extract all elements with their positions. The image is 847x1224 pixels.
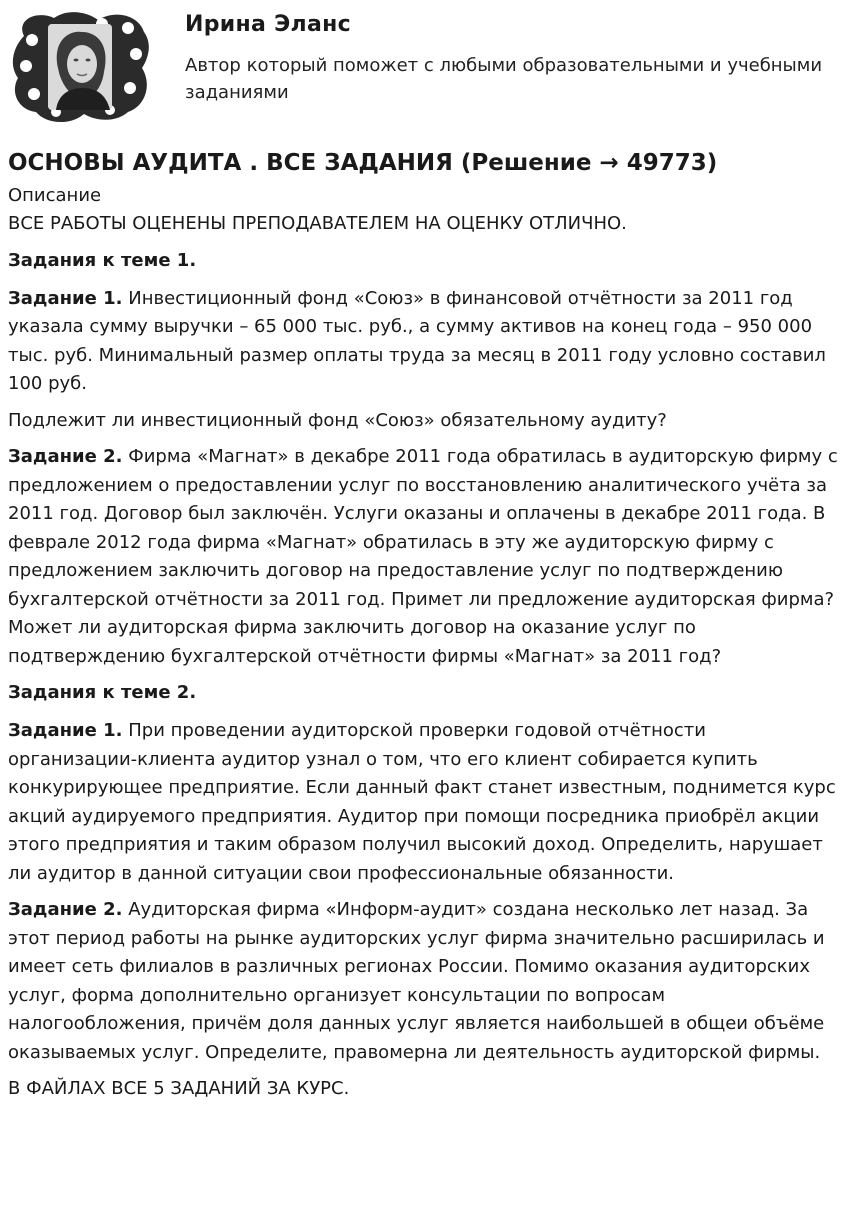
topic2-task2-text: Аудиторская фирма «Информ-аудит» создана несколько лет назад. За этот период работы на рынке аудиторских услуг фирма значительно расширилась и имеет сеть филиалов в различных регионах России. Помимо оказания аудиторских услуг, форма дополнительно организует консультации по вопросам налогообложения, причём доля данных услуг является наибольшей в общеи объёме оказываемых услуг. Определите, правомерна ли деятельность аудиторской фирмы. [8, 899, 825, 1063]
description-label: Описание [8, 185, 102, 206]
topic2-task1-text: При проведении аудиторской проверки годовой отчётности организации-клиента аудитор узнал о том, что его клиент собирается купить конкурирующее предприятие. Если данный факт станет известным, поднимется курс акций аудируемого предприятия. Аудитор при помощи посредника приобрёл акции этого предприятия и таким образом получил высокий доход. Определить, нарушает ли аудитор в данной ситуации свои профессиональные обязанности. [8, 720, 836, 884]
topic2-heading: Задания к теме 2. [8, 682, 197, 703]
topic1-task1-question: Подлежит ли инвестиционный фонд «Союз» обязательному аудиту? [8, 409, 667, 431]
avatar [6, 6, 154, 126]
topic1-task1-text: Инвестиционный фонд «Союз» в финансовой отчётности за 2011 год указала сумму выручки – 65 000 тыс. руб., а сумму активов на конец года – 950 000 тыс. руб. Минимальный размер оплаты труда за месяц в 2011 году условно составил 100 руб. [8, 287, 826, 394]
topic1-task1-label: Задание 1. [8, 287, 123, 309]
author-header [0, 0, 847, 130]
topic1-heading: Задания к теме 1. [8, 249, 197, 271]
page-title: ОСНОВЫ АУДИТА . ВСЕ ЗАДАНИЯ (Решение → 49773) [8, 150, 718, 176]
topic2-task2-label: Задание 2. [8, 899, 123, 920]
author-name: Ирина Эланс [185, 12, 351, 37]
topic2-task1-label: Задание 1. [8, 720, 123, 741]
topic2-task1 [8, 717, 840, 888]
avatar-film-frame-icon [6, 6, 154, 126]
topic1-task1 [8, 285, 840, 399]
topic1-task2 [8, 443, 840, 671]
topic2-task2 [8, 896, 840, 1067]
footer-note: В ФАЙЛАХ ВСЕ 5 ЗАДАНИЙ ЗА КУРС. [8, 1078, 350, 1099]
author-description: Автор который поможет с любыми образовательными и учебными заданиями [185, 55, 823, 103]
intro-text: ВСЕ РАБОТЫ ОЦЕНЕНЫ ПРЕПОДАВАТЕЛЕМ НА ОЦЕНКУ ОТЛИЧНО. [8, 213, 627, 234]
topic1-task2-label: Задание 2. [8, 446, 123, 467]
main-content [8, 146, 840, 1112]
topic1-task2-text: Фирма «Магнат» в декабре 2011 года обратилась в аудиторскую фирму с предложением о предоставлении услуг по восстановлению аналитического учёта за 2011 год. Договор был заключён. Услуги оказаны и оплачены в декабре 2011 года. В феврале 2012 года фирма «Магнат» обратилась в эту же аудиторскую фирму с предложением заключить договор на предоставление услуг по подтверждению бухгалтерской отчётности за 2011 год. Примет ли предложение аудиторская фирма? Может ли аудиторская фирма заключить договор на оказание услуг по подтверждению бухгалтерской отчётности фирмы «Магнат» за 2011 год? [8, 446, 838, 667]
